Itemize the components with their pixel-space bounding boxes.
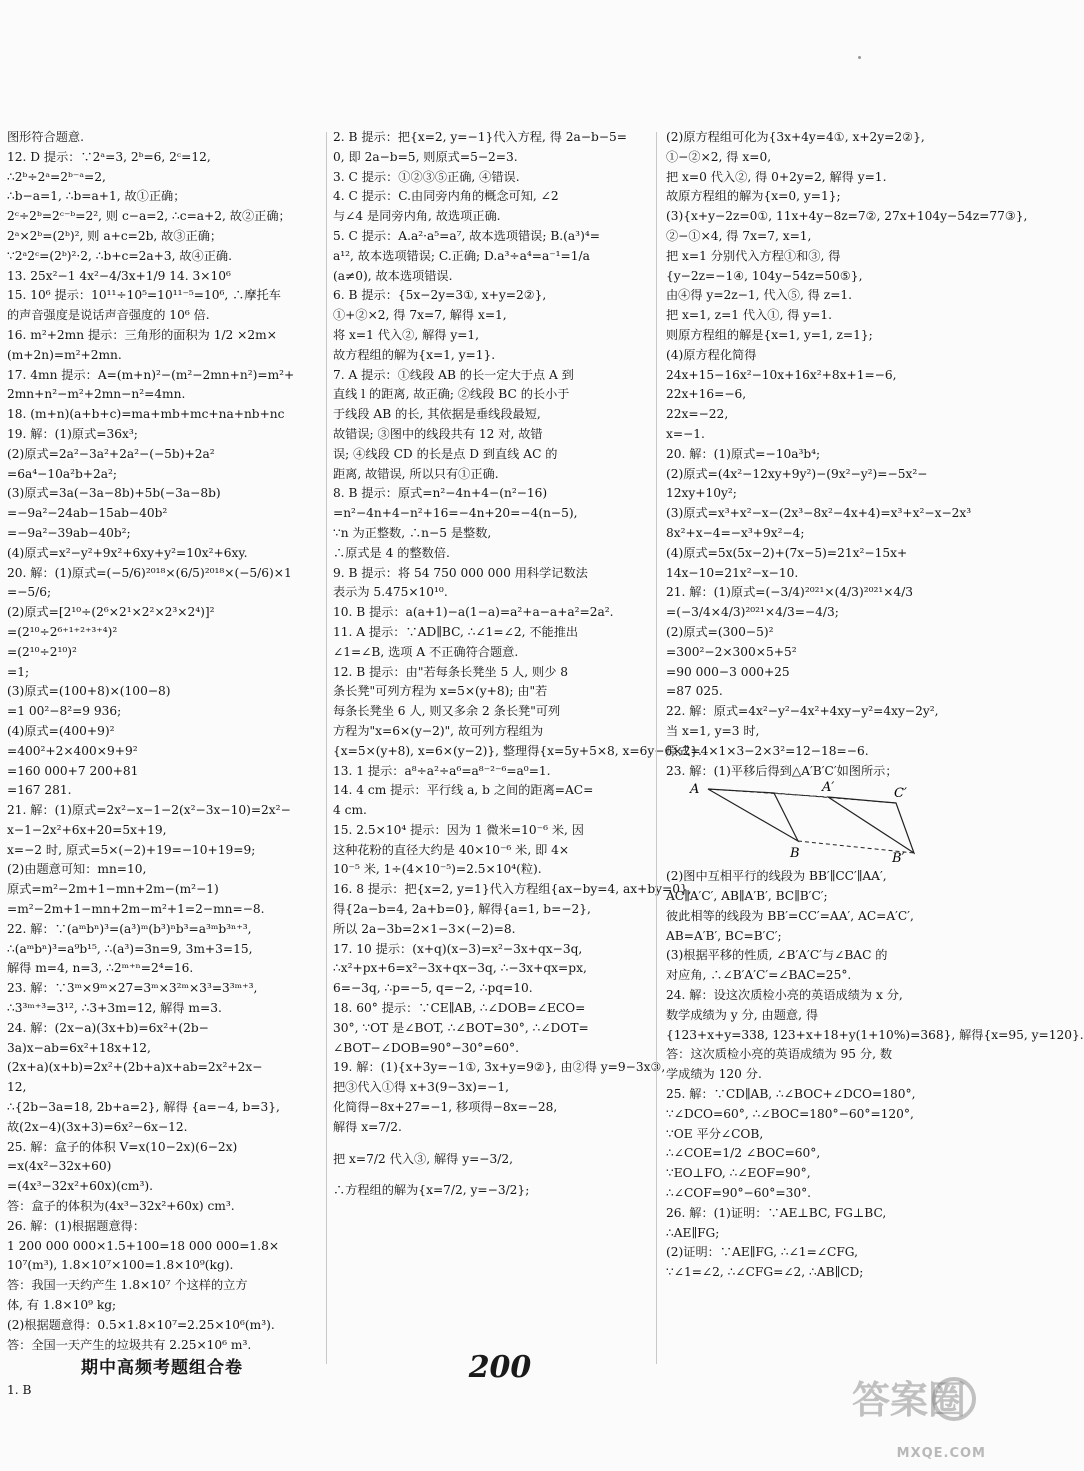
answer-line: 答：我国一天约产生 1.8×10⁷ 个这样的立方 (7, 1278, 248, 1293)
answer-line: (4)原式=x²−y²+9x²+6xy+y²=10x²+6xy. (7, 545, 248, 560)
answer-line: =(4x³−32x²+60x)(cm³). (7, 1179, 153, 1194)
answer-line: 18. 60° 提示：∵CE∥AB, ∴∠DOB=∠ECO= (333, 1001, 586, 1016)
answer-line: a¹², 故本选项错误; C.正确; D.a³÷a⁴=a⁻¹=1/a (333, 248, 590, 263)
answer-line: 22x+16=−6, (666, 387, 747, 402)
answer-line: (4)原式=(400+9)² (7, 723, 115, 738)
answer-line: 距离, 故错误, 所以只有①正确. (333, 466, 499, 481)
answer-line: 于线段 AB 的长, 其依据是垂线段最短, (333, 407, 541, 422)
answer-line: 26. 解：(1)根据题意得： (7, 1218, 146, 1233)
answer-line: 24x+15−16x²−10x+16x²+8x+1=−6, (666, 367, 897, 382)
answer-line: 答：全国一天产生的垃圾共有 2.25×10⁶ m³. (7, 1337, 252, 1352)
answer-lines-block (7, 128, 317, 1355)
answer-line: (3)原式=(100+8)×(100−8) (7, 684, 171, 699)
answer-column-right (666, 128, 1084, 1364)
answer-line: 故方程组的解为{x=1, y=1}. (333, 347, 496, 362)
answer-line (333, 1169, 638, 1181)
answer-line: ∵∠1=∠2, ∴∠CFG=∠2, ∴AB∥CD; (666, 1265, 864, 1280)
triangle-a-prime-b-prime-c-prime (828, 797, 914, 853)
answer-line: =−9a²−39ab−40b²; (7, 525, 131, 540)
answer-line: (2)原方程组可化为{3x+4y=4①, x+2y=2②}, (666, 130, 925, 144)
answer-line: 13. 25x²−1 4x²−4/3x+1/9 14. 3×10⁶ (7, 268, 231, 283)
answer-line: 当 x=1, y=3 时, (666, 723, 760, 738)
answer-line: =400²+2×400×9+9² (7, 743, 138, 758)
answer-line: 20. 解：(1)原式=(−5/6)²⁰¹⁸×(6/5)²⁰¹⁸×(−5/6)×1 (7, 565, 292, 580)
answer-line: (a≠0), 故本选项错误. (333, 268, 453, 283)
answer-line: 把 x=1, z=1 代入①, 得 y=1. (666, 308, 833, 323)
answer-line: ∴AE∥FG; (666, 1225, 720, 1240)
answer-line: ∵EO⊥FO, ∴∠EOF=90°, (666, 1166, 811, 1181)
answer-line: =n²−4n+4−n²+16=−4n+20=−4(n−5), (333, 506, 578, 521)
answer-line: 24. 解：(2x−a)(3x+b)=6x²+(2b− (7, 1020, 209, 1035)
answer-line: x=−2 时, 原式=5×(−2)+19=−10+19=9; (7, 842, 256, 857)
answer-line: ∴方程组的解为{x=7/2, y=−3/2}; (333, 1183, 530, 1198)
answer-line: 6=−3q, ∴p=−5, q=−2, ∴pq=10. (333, 981, 533, 996)
answer-line: 14x−10=21x²−x−10. (666, 565, 799, 580)
answer-line: 体, 有 1.8×10⁹ kg; (7, 1298, 117, 1313)
answer-line: 解得 x=7/2. (333, 1119, 402, 1134)
answer-line: x=−1. (666, 426, 705, 441)
answer-line: ∴b−a=1, ∴b=a+1, 故①正确； (7, 189, 186, 204)
answer-line: 9. B 提示：将 54 750 000 000 用科学记数法 (333, 565, 588, 580)
answer-line: 12. B 提示：由"若每条长凳坐 5 人, 则少 8 (333, 664, 569, 679)
answer-line: 7. A 提示：①线段 AB 的长一定大于点 A 到 (333, 367, 574, 382)
answer-line: 由④得 y=2z−1, 代入⑤, 得 z=1. (666, 288, 853, 303)
answer-line: 15. 2.5×10⁴ 提示：因为 1 微米=10⁻⁶ 米, 因 (333, 822, 584, 837)
answer-line: 23. 解：(1)平移后得到△A′B′C′如图所示； (666, 763, 898, 778)
answer-line: 与∠4 是同旁内角, 故选项正确. (333, 209, 501, 224)
answer-line: 原式=4×1×3−2×3²=12−18=−6. (666, 743, 869, 758)
answer-line: 数学成绩为 y 分, 由题意, 得 (666, 1007, 819, 1022)
answer-line: ②−①×4, 得 7x=7, x=1, (666, 228, 812, 243)
answer-line: {x=5×(y+8), x=6×(y−2)}, 整理得{x=5y+5×8, x=6y−6×2}. (333, 743, 702, 758)
answer-line: 把 x=0 代入②, 得 0+2y=2, 解得 y=1. (666, 169, 887, 184)
answer-line: 彼此相等的线段为 BB′=CC′=AA′, AC=A′C′, (666, 908, 914, 923)
answer-line: AC∥A′C′, AB∥A′B′, BC∥B′C′; (666, 889, 828, 904)
answer-line: 直线 l 的距离, 故正确; ②线段 BC 的长小于 (333, 387, 570, 402)
answer-line: 17. 4mn 提示：A=(m+n)²−(m²−2mn+n²)=m²+ (7, 367, 295, 382)
answer-line: 2mn+n²−m²+2mn−n²=4mn. (7, 387, 186, 402)
answer-line: (3)根据平移的性质, ∠B′A′C′与∠BAC 的 (666, 948, 888, 963)
answer-line: 22x=−22, (666, 407, 729, 422)
answer-line: (2)根据题意得：0.5×1.8×10⁷=2.25×10⁶(m³). (7, 1317, 275, 1332)
answer-line: 22. 解：原式=4x²−y²−4x²+4xy−y²=4xy−2y², (666, 704, 939, 719)
answer-line: 故原方程组的解为{x=0, y=1}; (666, 189, 841, 204)
answer-line: 22. 解：∵(aᵐbⁿ)³=(a³)ᵐ(b³)ⁿb³=a³ᵐb³ⁿ⁺³, (7, 921, 252, 936)
answer-line: 11. A 提示：∵AD∥BC, ∴∠1=∠2, 不能推出 (333, 624, 579, 639)
answer-line: ∵∠DCO=60°, ∴∠BOC=180°−60°=120°, (666, 1106, 914, 1121)
answer-line: {y−2z=−1④, 104y−54z=50⑤}, (666, 268, 863, 283)
answer-line: 12, (7, 1080, 27, 1095)
answer-line: ∵n 为正整数, ∴n−5 是整数, (333, 525, 492, 540)
answer-line: (4)原方程化简得 (666, 347, 757, 362)
answer-line: (m+2n)=m²+2mn. (7, 347, 122, 362)
answer-line: 表示为 5.475×10¹⁰. (333, 585, 448, 600)
answer-line: 10. B 提示：a(a+1)−a(1−a)=a²+a−a+a²=2a². (333, 605, 614, 620)
answer-line: ∴∠COF=90°−60°=30°. (666, 1186, 812, 1201)
answer-line: (2)原式=2a²−3a²+2a²−(−5b)+2a² (7, 446, 215, 461)
answer-line: ∴x²+px+6=x²−3x+qx−3q, ∴−3x+qx=px, (333, 961, 587, 976)
label-c-prime: C′ (894, 786, 907, 802)
answer-line: 12xy+10y²; (666, 486, 737, 501)
answer-line: 19. 解：(1){x+3y=−1①, 3x+y=9②}, 由②得 y=9−3x③, (333, 1060, 666, 1075)
section-title: 期中高频考题组合卷 (81, 1358, 243, 1379)
answer-line: ∵2ᵃ2ᶜ=(2ᵇ)²·2, ∴b+c=2a+3, 故④正确. (7, 248, 232, 263)
answer-line: 25. 解：∵CD∥AB, ∴∠BOC+∠DCO=180°, (666, 1087, 916, 1102)
answer-lines-block (666, 867, 1084, 1283)
answer-line: 误; ④线段 CD 的长是点 D 到直线 AC 的 (333, 446, 558, 461)
answer-line: 所以 2a−3b=2×1−3×(−2)=8. (333, 921, 516, 936)
translation-figure (686, 780, 916, 867)
answer-line: (3)原式=3a(−3a−8b)+5b(−3a−8b) (7, 486, 221, 501)
answer-line: =−5/6; (7, 585, 52, 600)
answer-line: 方程为"x=6×(y−2)", 故可列方程组为 (333, 723, 544, 738)
answer-line: 12. D 提示：∵2ᵃ=3, 2ᵇ=6, 2ᶜ=12, (7, 149, 211, 164)
answer-line: 21. 解：(1)原式=(−3/4)²⁰²¹×(4/3)²⁰²¹×4/3 (666, 585, 914, 600)
answer-line: (2)原式=[2¹⁰÷(2⁶×2¹×2²×2³×2⁴)]² (7, 605, 215, 620)
answer-line: 16. m²+2mn 提示：三角形的面积为 1/2 ×2m× (7, 327, 277, 342)
answer-line: 3. C 提示：①②③⑤正确, ④错误. (333, 169, 520, 184)
answer-line: 故(2x−4)(3x+3)=6x²−6x−12. (7, 1119, 188, 1134)
watermark-url: MXQE.COM (896, 1446, 986, 1461)
answer-line: 1. B (7, 1383, 32, 1398)
answer-line: ∴原式是 4 的整数倍. (333, 545, 450, 560)
answer-line: (2x+a)(x+b)=2x²+(2b+a)x+ab=2x²+2x− (7, 1060, 263, 1075)
answer-line: 0, 即 2a−b=5, 则原式=5−2=3. (333, 149, 518, 164)
answer-line: =1 00²−8²=9 936; (7, 704, 122, 719)
answer-line: 答：这次质检小亮的英语成绩为 95 分, 数 (666, 1047, 893, 1062)
answer-line: AB=A′B′, BC=B′C′; (666, 928, 782, 943)
answer-line: 15. 10⁶ 提示：10¹¹÷10⁵=10¹¹⁻⁵=10⁶, ∴摩托车 (7, 288, 281, 303)
answer-line: ∴∠COE=1/2 ∠BOC=60°, (666, 1146, 821, 1161)
answer-line: 26. 解：(1)证明：∵AE⊥BC, FG⊥BC, (666, 1205, 887, 1220)
watermark-logo-text: 答案圈 (852, 1378, 967, 1422)
answer-line: =90 000−3 000+25 (666, 664, 790, 679)
label-b: B (790, 846, 800, 862)
answer-line: (3)原式=x³+x²−x−(2x³−8x²−4x+4)=x³+x²−x−2x³ (666, 506, 972, 521)
answer-line: (2)图中互相平行的线段为 BB′∥CC′∥AA′, (666, 869, 887, 884)
answer-column-left (7, 128, 317, 1398)
answer-line: =1; (7, 664, 30, 679)
answer-line: (2)证明：∵AE∥FG, ∴∠1=∠CFG, (666, 1245, 858, 1260)
answer-line: 得{2a−b=4, 2a+b=0}, 解得{a=1, b=−2}, (333, 902, 591, 917)
answer-line: 6. B 提示：{5x−2y=3①, x+y=2②}, (333, 288, 547, 303)
answer-line: 解得 m=4, n=3, ∴2ᵐ⁺ⁿ=2⁴=16. (7, 961, 194, 976)
triangle-abc (708, 789, 798, 841)
answer-line: 化简得−8x+27=−1, 移项得−8x=−28, (333, 1100, 558, 1115)
answer-line: =87 025. (666, 684, 723, 699)
answer-line: 1 200 000 000×1.5+100=18 000 000=1.8× (7, 1238, 280, 1253)
answer-line: 20. 解：(1)原式=−10a³b⁴; (666, 446, 821, 461)
answer-line: 8x²+x−4=−x³+9x²−4; (666, 525, 805, 540)
answer-lines-block (666, 128, 1028, 781)
answer-line: 2. B 提示：把{x=2, y=−1}代入方程, 得 2a−b−5= (333, 130, 628, 144)
answer-line: 14. 4 cm 提示：平行线 a, b 之间的距离=AC= (333, 783, 594, 798)
answer-line: 图形符合题意. (7, 130, 84, 144)
answer-line: 则原方程组的解是{x=1, y=1, z=1}; (666, 327, 873, 342)
answer-line: x−1−2x²+6x+20=5x+19, (7, 822, 167, 837)
answer-line: =m²−2m+1−mn+2m−m²+1=2−mn=−8. (7, 902, 265, 917)
answer-line: =x(4x²−32x+60) (7, 1159, 112, 1174)
answer-line (333, 1138, 638, 1150)
answer-line: 19. 解：(1)原式=36x³; (7, 426, 138, 441)
answer-line: ∴{2b−3a=18, 2b+a=2}, 解得 {a=−4, b=3}, (7, 1100, 280, 1115)
label-b-prime: B′ (892, 851, 905, 867)
answer-line: 原式=m²−2m+1−mn+2m−(m²−1) (7, 882, 219, 897)
answer-line: 2ᶜ÷2ᵇ=2ᶜ⁻ᵇ=2², 则 c−a=2, ∴c=a+2, 故②正确； (7, 209, 291, 224)
answer-line: =160 000+7 200+81 (7, 763, 139, 778)
answer-line: 13. 1 提示：a⁸÷a²÷a⁶=a⁸⁻²⁻⁶=a⁰=1. (333, 763, 551, 778)
answer-line: 18. (m+n)(a+b+c)=ma+mb+mc+na+nb+nc (7, 407, 285, 422)
answer-line: 30°, ∵OT 是∠BOT, ∴∠BOT=30°, ∴∠DOT= (333, 1020, 589, 1035)
answer-line: =(−3/4×4/3)²⁰²¹×4/3=−4/3; (666, 605, 839, 620)
answer-line: ∵OE 平分∠COB, (666, 1126, 764, 1141)
answer-line: 3a)x−ab=6x²+18x+12, (7, 1040, 151, 1055)
answer-line: ∴3³ᵐ⁺³=3¹², ∴3+3m=12, 解得 m=3. (7, 1001, 222, 1016)
answer-line: 16. 8 提示：把{x=2, y=1}代入方程组{ax−by=4, ax+by=0}, (333, 882, 692, 897)
answer-line: 对应角, ∴∠B′A′C′=∠BAC=25°. (666, 968, 852, 983)
answer-line: ①−②×2, 得 x=0, (666, 149, 772, 164)
answer-line: (2)原式=(4x²−12xy+9y²)−(9x²−y²)=−5x²− (666, 466, 928, 481)
answer-line: 条长凳"可列方程为 x=5×(y+8); 由"若 (333, 684, 548, 699)
answer-line: 21. 解：(1)原式=2x²−x−1−2(x²−3x−10)=2x²− (7, 803, 291, 818)
answer-line: 2ᵃ×2ᵇ=(2ᵇ)², 则 a+c=2b, 故③正确； (7, 228, 223, 243)
answer-line: ∴2ᵇ÷2ᵃ=2ᵇ⁻ᵃ=2, (7, 169, 106, 184)
answer-line: 的声音强度是说话声音强度的 10⁶ 倍. (7, 308, 210, 323)
answer-line: =−9a²−24ab−15ab−40b² (7, 506, 168, 521)
answer-line: 17. 10 提示：(x+q)(x−3)=x²−3x+qx−3q, (333, 941, 583, 956)
answer-line: (3){x+y−2z=0①, 11x+4y−8z=7②, 27x+104y−54z=77③}, (666, 209, 1028, 224)
answer-line: 5. C 提示：A.a²·a⁵=a⁷, 故本选项错误; B.(a³)⁴= (333, 228, 600, 243)
answer-line: 每条长凳坐 6 人, 则又多余 2 条长凳"可列 (333, 704, 561, 719)
triangle-translation-diagram (686, 780, 916, 867)
answer-line: 故错误; ③图中的线段共有 12 对, 故错 (333, 426, 543, 441)
answer-line: =(2¹⁰÷2⁶⁺¹⁺²⁺³⁺⁴)² (7, 624, 118, 639)
answer-line: =167 281. (7, 783, 72, 798)
answer-line: (2)由题意可知：mn=10, (7, 862, 147, 877)
answer-line: 10⁷(m³), 1.8×10⁷×100=1.8×10⁹(kg). (7, 1258, 234, 1273)
answer-line: 23. 解：∵3ᵐ×9ᵐ×27=3ᵐ×3²ᵐ×3³=3³ᵐ⁺³, (7, 981, 258, 996)
answer-line: 答：盒子的体积为(4x³−32x²+60x) cm³. (7, 1199, 235, 1214)
answer-line: (2)原式=(300−5)² (666, 624, 774, 639)
answer-line: 25. 解：盒子的体积 V=x(10−2x)(6−2x) (7, 1139, 238, 1154)
answer-line: =(2¹⁰÷2¹⁰)² (7, 644, 77, 659)
answer-line: =6a⁴−10a²b+2a²; (7, 466, 118, 481)
column-divider (656, 132, 657, 1364)
answer-line: =300²−2×300×5+5² (666, 644, 797, 659)
answer-line: 学成绩为 120 分. (666, 1067, 762, 1082)
answer-line: 将 x=1 代入②, 解得 y=1, (333, 327, 480, 342)
answer-line: 把 x=7/2 代入③, 解得 y=−3/2, (333, 1151, 513, 1166)
answer-line: {123+x+y=338, 123+x+18+y(1+10%)=368}, 解得{x=95, y=120}. (666, 1027, 1084, 1042)
answer-line: ∠1=∠B, 选项 A 不正确符合题意. (333, 644, 519, 659)
answer-line: ①+②×2, 得 7x=7, 解得 x=1, (333, 308, 507, 323)
answer-line: 8. B 提示：原式=n²−4n+4−(n²−16) (333, 486, 548, 501)
answer-line: 4. C 提示：C.由同旁内角的概念可知, ∠2 (333, 189, 559, 204)
answer-line: ∴(aᵐbⁿ)³=a⁹b¹⁵, ∴(a³)=3n=9, 3m+3=15, (7, 941, 253, 956)
answer-line: ∠BOT−∠DOB=90°−30°=60°. (333, 1040, 519, 1055)
answer-line: 把 x=1 分别代入方程①和③, 得 (666, 248, 841, 263)
label-a: A (690, 782, 700, 798)
answer-line: 10⁻⁵ 米, 1÷(4×10⁻⁵)=2.5×10⁴(粒). (333, 862, 542, 877)
label-a-prime: A′ (822, 780, 835, 796)
answer-line: 4 cm. (333, 803, 367, 818)
answer-line: 24. 解：设这次质检小亮的英语成绩为 x 分, (666, 988, 903, 1003)
answer-line: 这种花粉的直径大约是 40×10⁻⁶ 米, 即 4× (333, 842, 570, 857)
answer-line: 把③代入①得 x+3(9−3x)=−1, (333, 1080, 509, 1095)
scan-speck (858, 56, 861, 59)
page-number: 200 (468, 1350, 532, 1385)
answer-line: (4)原式=5x(5x−2)+(7x−5)=21x²−15x+ (666, 545, 908, 560)
column-divider (326, 132, 327, 1364)
